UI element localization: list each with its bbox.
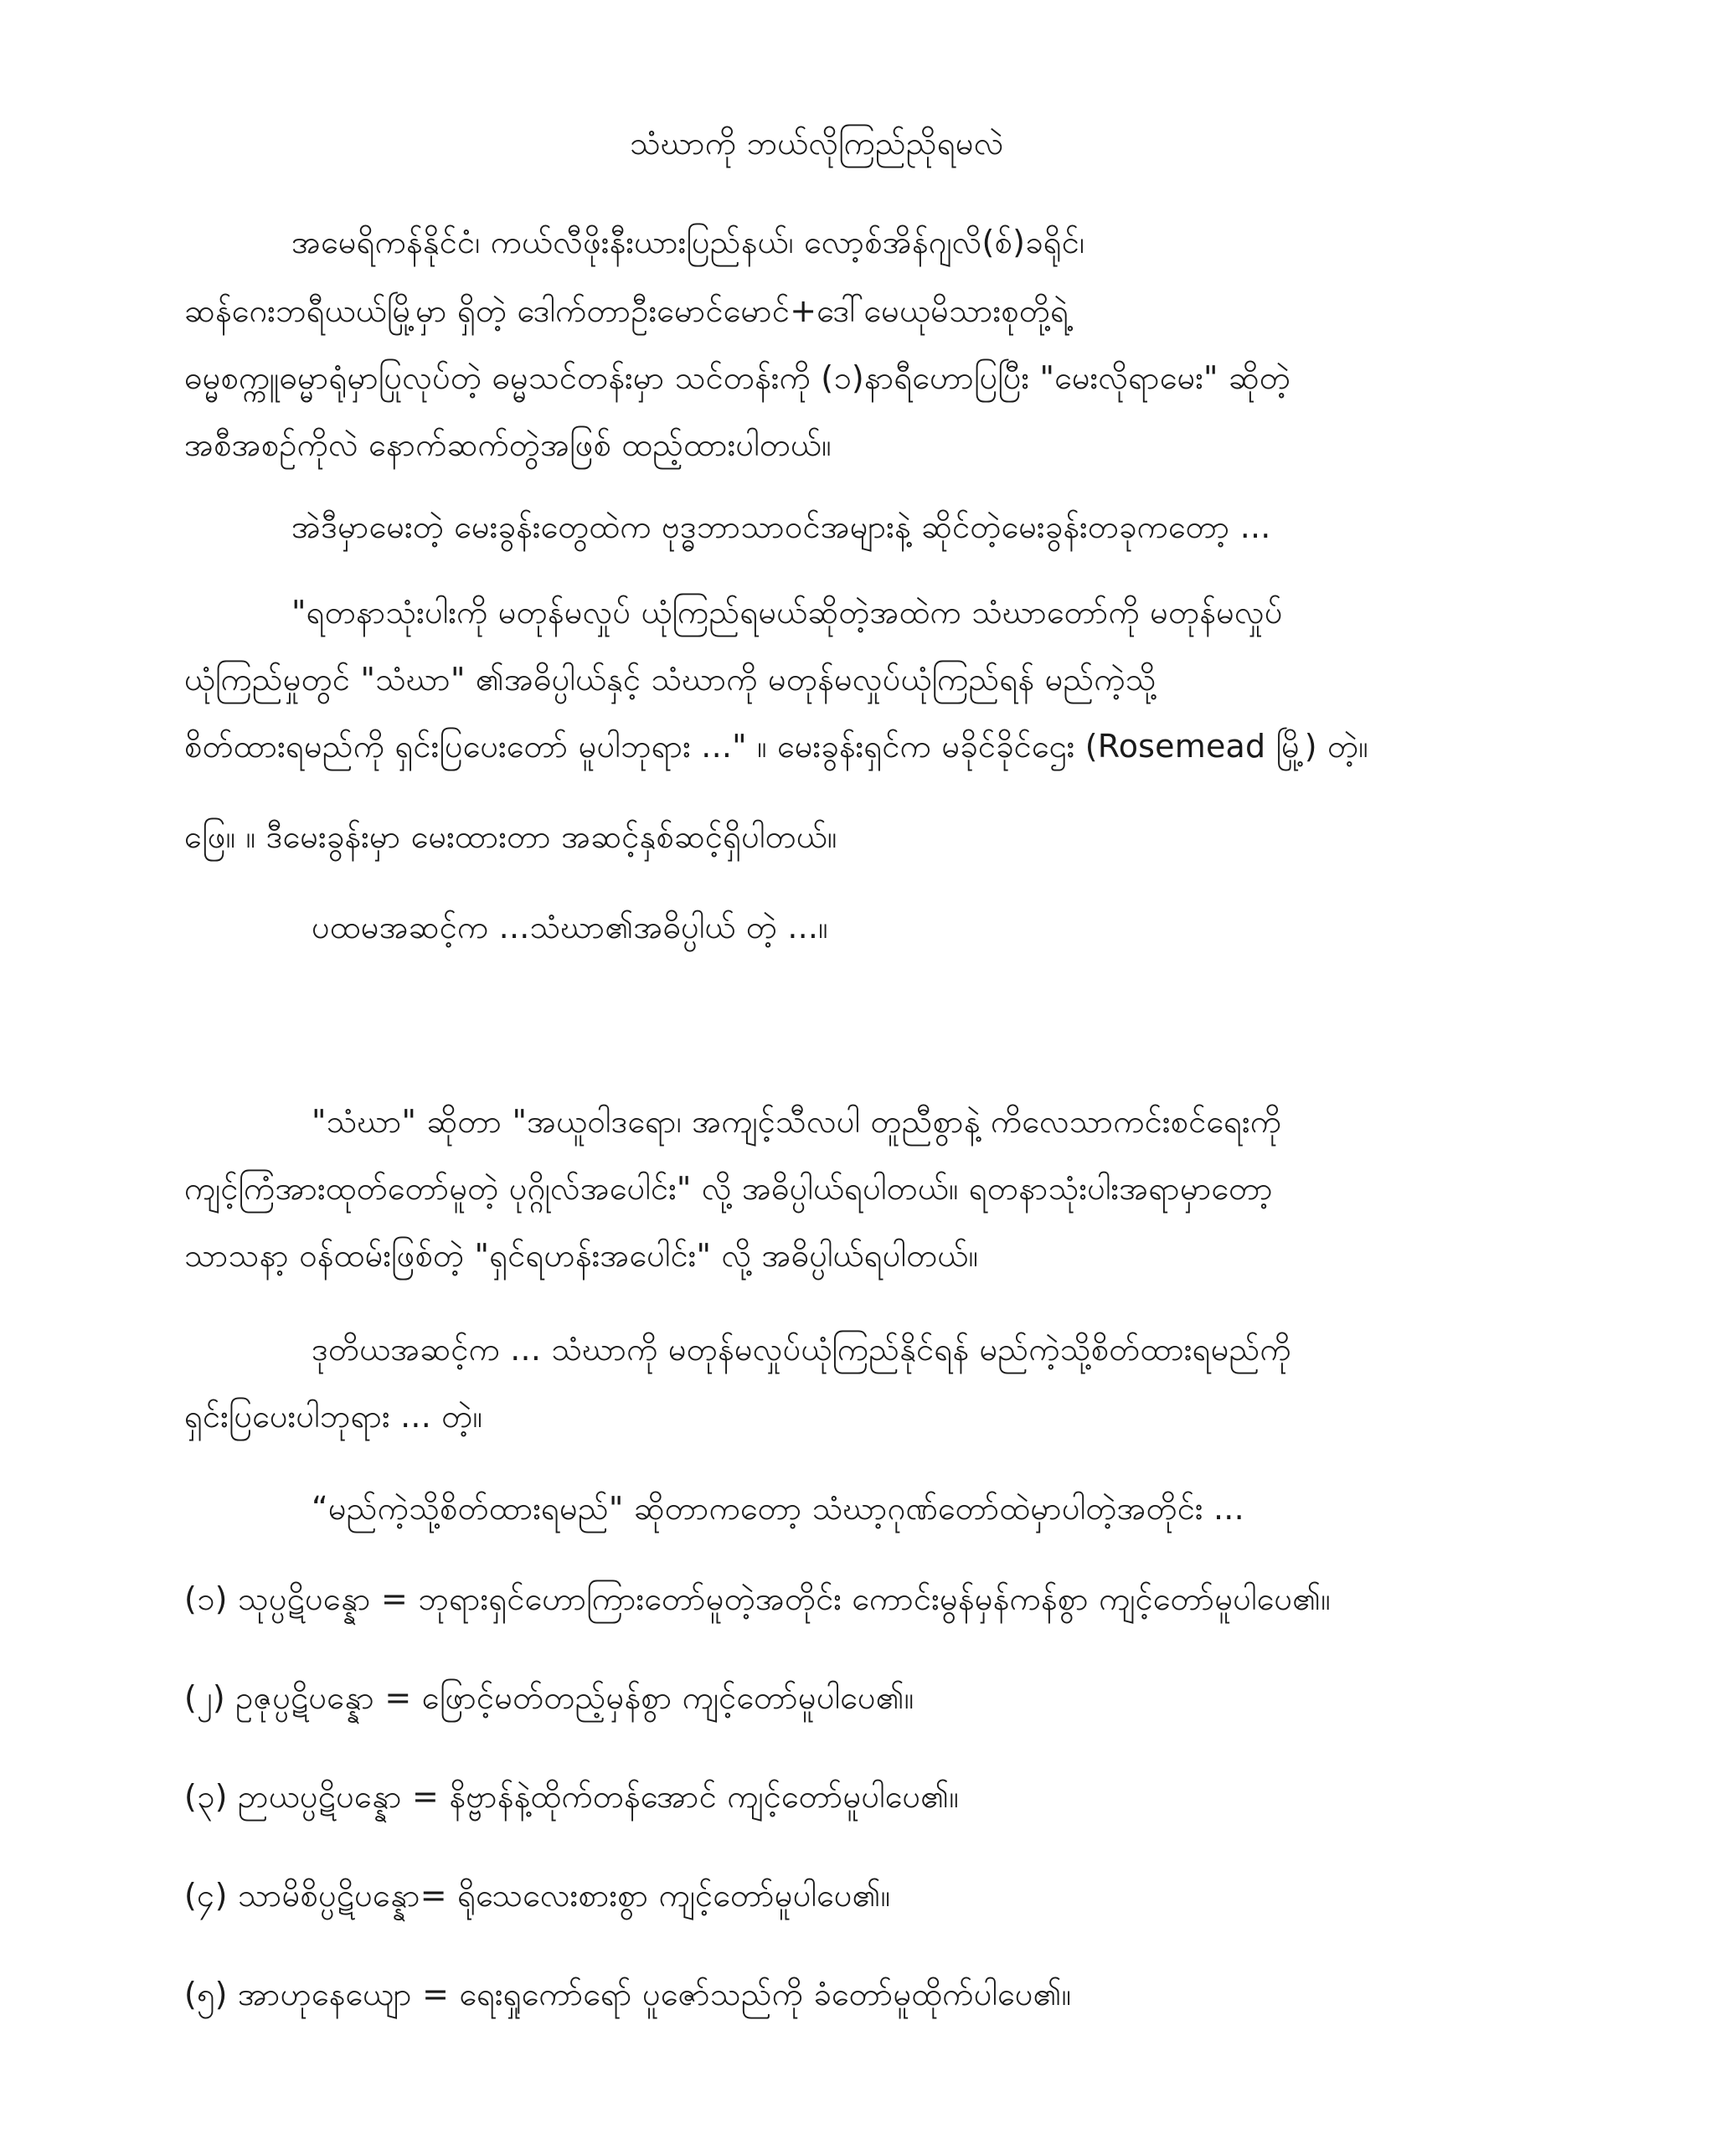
sangha-definition-line: "သံဃာ" ဆိုတာ "အယူဝါဒရော၊ အကျင့်သီလပါ တူညီစွာနဲ့ ကိလေသာကင်းစင်ရေးကို	[312, 1103, 1282, 1140]
first-level-line: ပထမအဆင့်က ...သံဃာ၏အဓိပ္ပါယ် တဲ့ ...။	[312, 909, 828, 946]
intro-line: အမေရိကန်နိုင်ငံ၊ ကယ်လီဖိုးနီးယားပြည်နယ်၊ လော့စ်အိန်ဂျလိ(စ်)ခရိုင်၊	[291, 224, 1085, 260]
intro-line: ဆန်ဂေးဘရီယယ်မြို့မှာ ရှိတဲ့ ဒေါက်တာဦးမောင်မောင်+ဒေါ်မေယုမိသားစုတို့ရဲ့	[184, 292, 1069, 329]
question-line: စိတ်ထားရမည်ကို ရှင်းပြပေးတော် မူပါဘုရား ..." ။ မေးခွန်းရှင်က မခိုင်ခိုင်ဌေး (Rosemead မြို့) တဲ့။	[184, 728, 1368, 765]
question-line: ယုံကြည်မှုတွင် "သံဃာ" ၏အဓိပ္ပါယ်နှင့် သံဃာကို မတုန်မလှုပ်ယုံကြည်ရန် မည်ကဲ့သို့	[184, 661, 1156, 698]
document-title: သံဃာကို ဘယ်လိုကြည်ညိုရမလဲ	[630, 125, 1004, 162]
second-level-line: ရှင်းပြပေးပါဘုရား ... တဲ့။	[184, 1398, 483, 1435]
virtue-item: (၁) သုပ္ပဋိပန္နော = ဘုရားရှင်ဟောကြားတော်မူတဲ့အတိုင်း ကောင်းမွန်မှန်ကန်စွာ ကျင့်တော်မူပါပေ၏။	[184, 1580, 1331, 1617]
attitude-line: “မည်ကဲ့သို့စိတ်ထားရမည်" ဆိုတာကတော့ သံဃာ့ဂုဏ်တော်ထဲမှာပါတဲ့အတိုင်း ...	[312, 1490, 1244, 1527]
second-level-line: ဒုတိယအဆင့်က ... သံဃာကို မတုန်မလှုပ်ယုံကြည်နိုင်ရန် မည်ကဲ့သို့စိတ်ထားရမည်ကို	[312, 1331, 1291, 1368]
virtue-item: (၅) အာဟုနေယျော = ရေးရှုကော်ရော် ပူဇော်သည်ကို ခံတော်မူထိုက်ပါပေ၏။	[184, 1976, 1072, 2013]
question-line: "ရတနာသုံးပါးကို မတုန်မလှုပ် ယုံကြည်ရမယ်ဆိုတဲ့အထဲက သံဃာတော်ကို မတုန်မလှုပ်	[291, 594, 1283, 631]
intro-line: ဓမ္မစက္ကူဓမ္မာရုံမှာပြုလုပ်တဲ့ ဓမ္မသင်တန်းမှာ သင်တန်းကို (၁)နာရီဟောပြပြီး "မေးလိုရာမေး" ဆိုတဲ့	[184, 359, 1291, 396]
virtue-item: (၄) သာမိစိပ္ပဋိပန္နော= ရိုသေလေးစားစွာ ကျင့်တော်မူပါပေ၏။	[184, 1877, 891, 1914]
virtue-item: (၂) ဥဇုပ္ပဋိပန္နော = ဖြောင့်မတ်တည့်မှန်စွာ ကျင့်တော်မူပါပေ၏။	[184, 1679, 914, 1716]
sangha-definition-line: သာသနာ့ ဝန်ထမ်းဖြစ်တဲ့ "ရှင်ရဟန်းအပေါင်း" လို့ အဓိပ္ပါယ်ရပါတယ်။	[184, 1237, 979, 1274]
context-line: အဲဒီမှာမေးတဲ့ မေးခွန်းတွေထဲက ဗုဒ္ဓဘာသာဝင်အများနဲ့ ဆိုင်တဲ့မေးခွန်းတခုကတော့ ...	[291, 508, 1271, 545]
intro-line: အစီအစဉ်ကိုလဲ နောက်ဆက်တွဲအဖြစ် ထည့်ထားပါတယ်။	[184, 426, 832, 463]
answer-intro: ဖြေ။ ။ ဒီမေးခွန်းမှာ မေးထားတာ အဆင့်နှစ်ဆင့်ရှိပါတယ်။	[184, 818, 837, 855]
virtue-item: (၃) ဉာယပ္ပဋိပန္နော = နိဗ္ဗာန်နဲ့ထိုက်တန်အောင် ကျင့်တော်မူပါပေ၏။	[184, 1778, 960, 1815]
sangha-definition-line: ကျင့်ကြံအားထုတ်တော်မူတဲ့ ပုဂ္ဂိုလ်အပေါင်း" လို့ အဓိပ္ပါယ်ရပါတယ်။ ရတနာသုံးပါးအရာမှာတော့	[184, 1170, 1273, 1207]
